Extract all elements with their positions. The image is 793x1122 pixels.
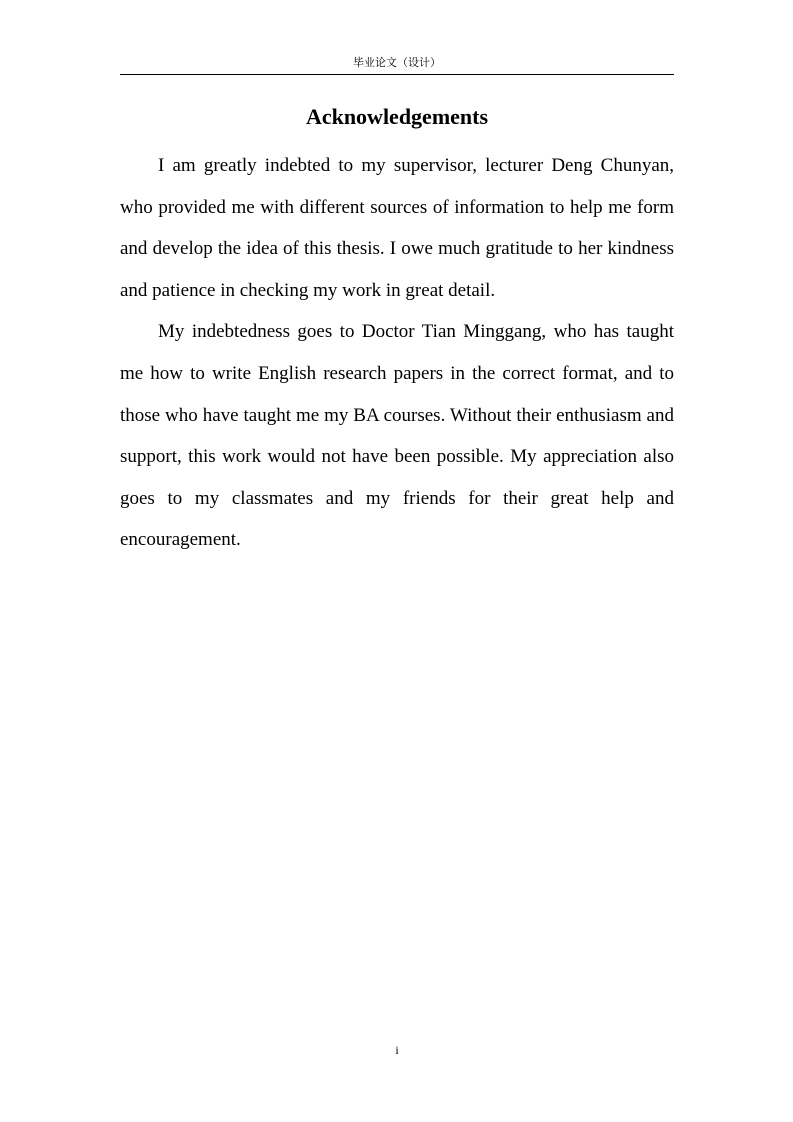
page-number: i xyxy=(395,1043,399,1057)
page-header xyxy=(120,55,674,75)
acknowledgements-body xyxy=(120,145,674,561)
paragraph-supervisor: I am greatly indebted to my supervisor, lecturer Deng Chunyan, who provided me with different sources of information to help me form and develop the idea of this thesis. I owe much gratitude to her kindness and patience in checking my work in great detail. xyxy=(120,155,674,301)
page-title: Acknowledgements xyxy=(305,104,489,129)
paragraph-doctor-and-friends: My indebtedness goes to Doctor Tian Minggang, who has taught me how to write English research papers in the correct format, and to those who have taught me my BA courses. Without their enthusiasm and support, this work would not have been possible. My appreciation also goes to my classmates and my friends for their great help and encouragement. xyxy=(120,321,674,551)
running-title: 毕业论文（设计） xyxy=(353,56,441,69)
